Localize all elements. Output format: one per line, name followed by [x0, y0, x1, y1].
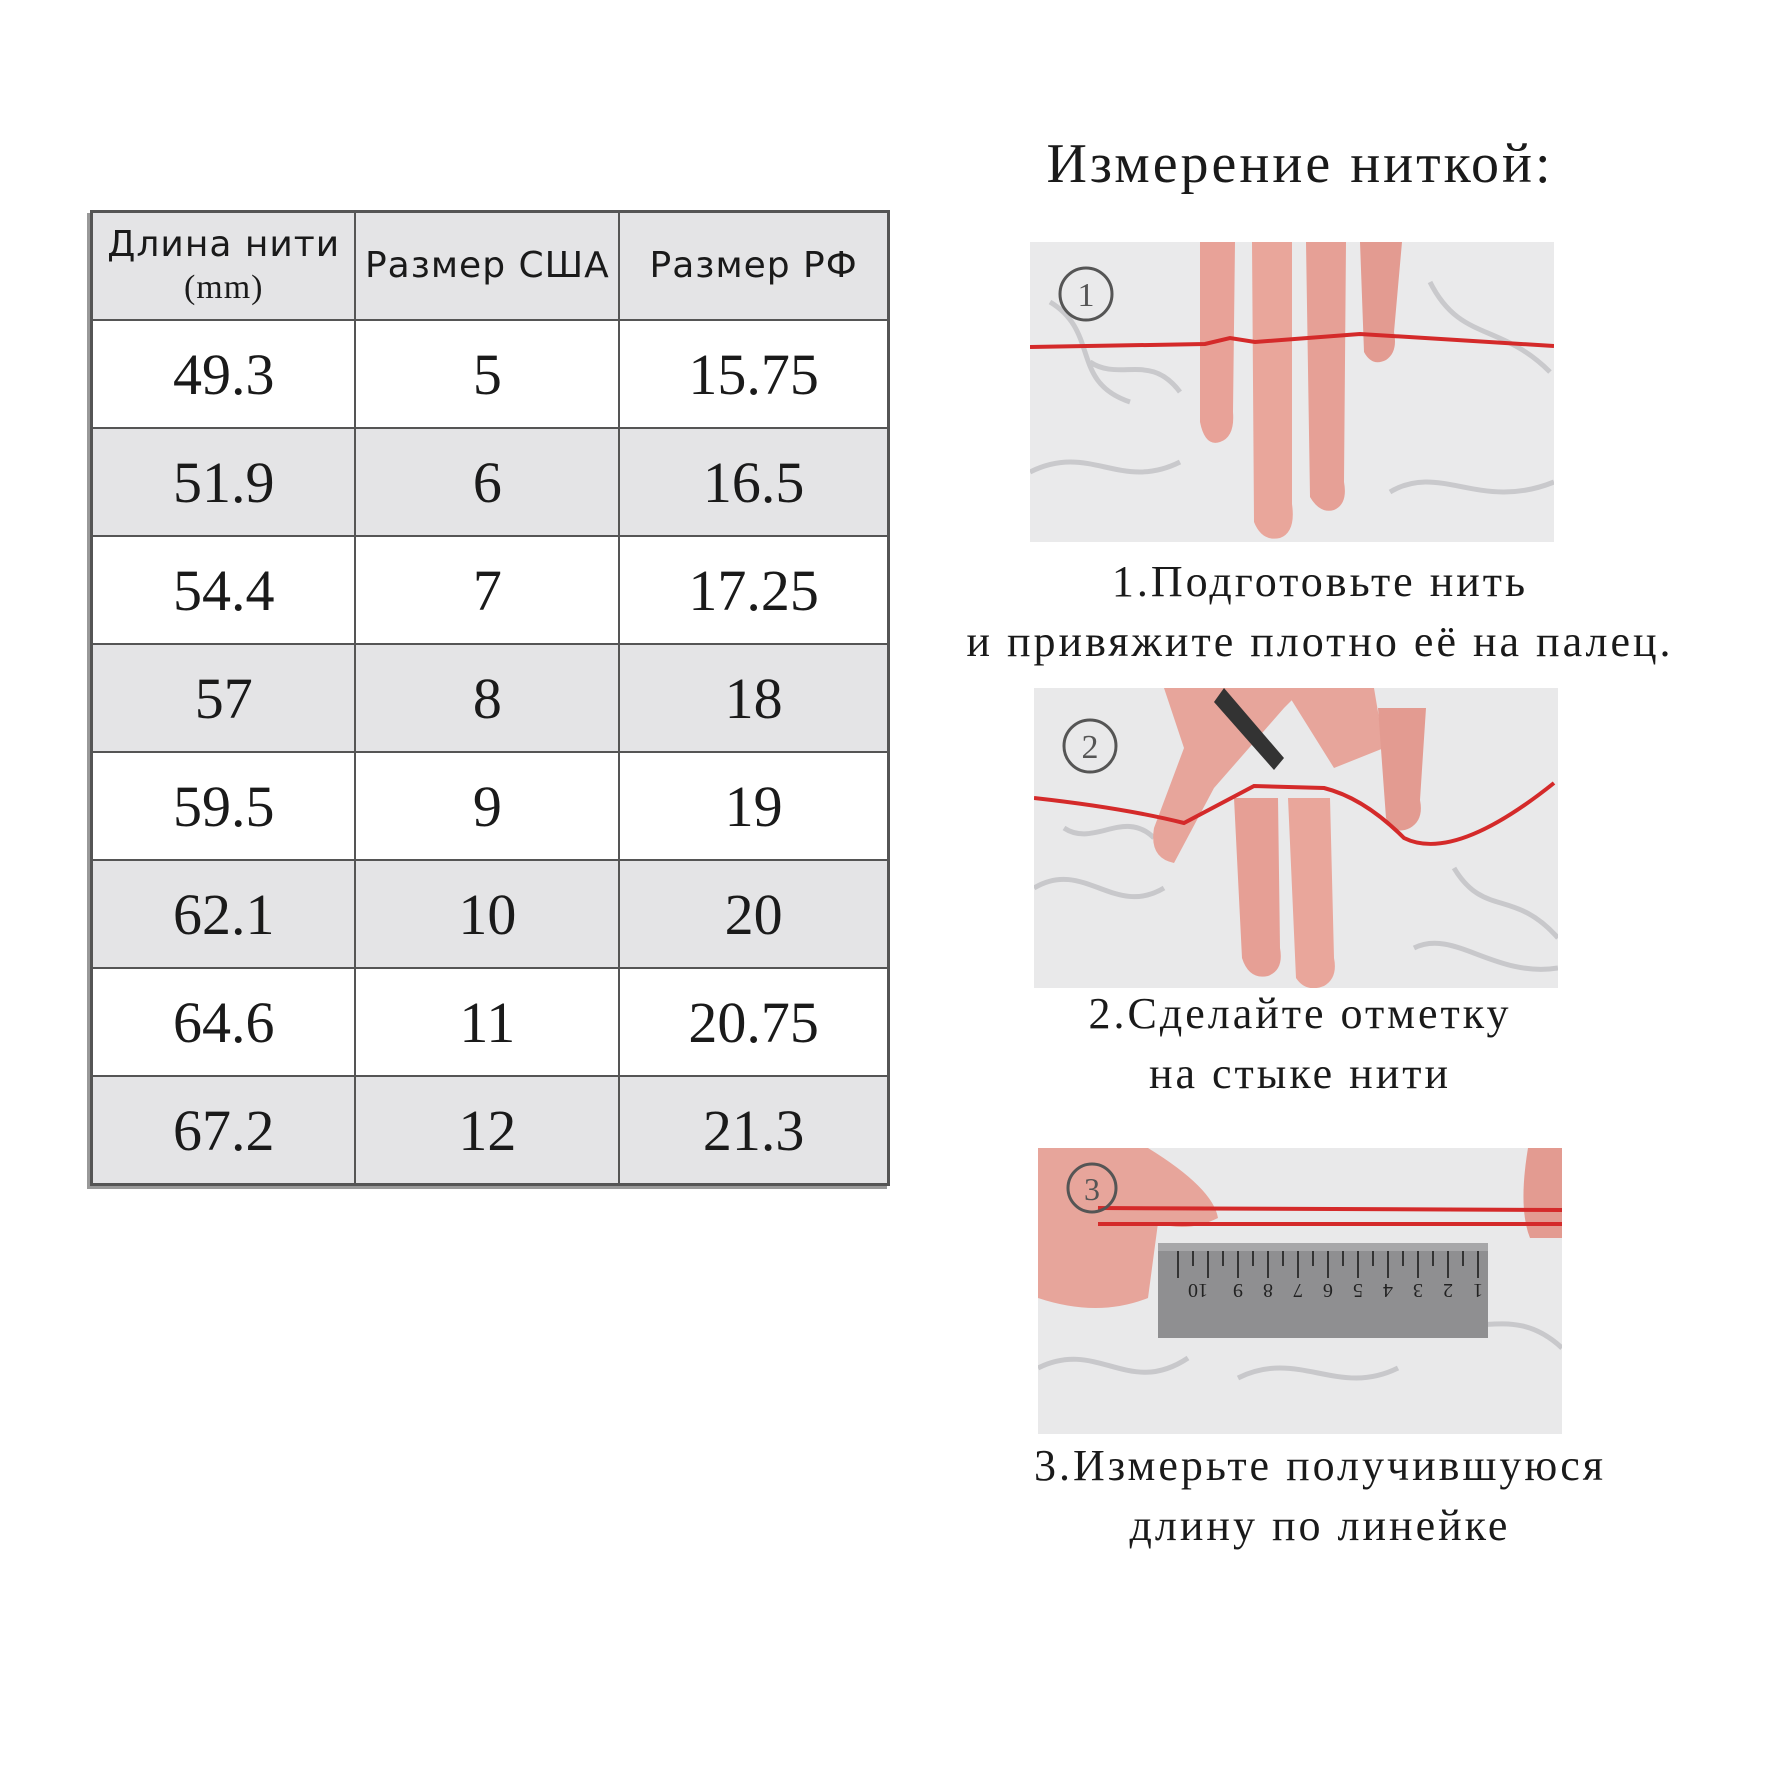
cell-ru-size: 19: [619, 752, 888, 860]
step-3-photo: [1038, 1148, 1562, 1434]
cell-thread-length: 59.5: [92, 752, 356, 860]
svg-text:7: 7: [1293, 1279, 1303, 1301]
svg-text:3: 3: [1413, 1279, 1423, 1301]
cell-thread-length: 57: [92, 644, 356, 752]
header-thread-length: [92, 212, 356, 321]
cell-ru-size: 17.25: [619, 536, 888, 644]
svg-text:10: 10: [1188, 1279, 1208, 1301]
ruler: [1158, 1243, 1488, 1338]
cell-us-size: 8: [355, 644, 619, 752]
cell-ru-size: 20: [619, 860, 888, 968]
cell-thread-length: 51.9: [92, 428, 356, 536]
table-row: [92, 320, 889, 428]
instructions-title: Измерение ниткой:: [1046, 133, 1554, 195]
step-3-caption: [900, 1436, 1740, 1556]
svg-text:4: 4: [1383, 1279, 1393, 1301]
step-1-photo: [1030, 242, 1554, 542]
cell-thread-length: 54.4: [92, 536, 356, 644]
svg-text:2: 2: [1443, 1279, 1453, 1301]
header-label: Длина нити: [107, 224, 341, 266]
caption-line: 3.Измерьте получившуюся: [1034, 1441, 1606, 1490]
cell-thread-length: 62.1: [92, 860, 356, 968]
cell-ru-size: 18: [619, 644, 888, 752]
header-label: Размер США: [364, 245, 610, 287]
ring-size-table: [90, 210, 890, 1186]
svg-text:9: 9: [1233, 1279, 1243, 1301]
cell-us-size: 7: [355, 536, 619, 644]
caption-line: 2.Сделайте отметку: [1088, 989, 1512, 1038]
table-header-row: [92, 212, 889, 321]
svg-text:8: 8: [1263, 1279, 1273, 1301]
caption-line: длину по линейке: [1129, 1501, 1511, 1550]
svg-text:5: 5: [1353, 1279, 1363, 1301]
table-row: [92, 428, 889, 536]
cell-ru-size: 20.75: [619, 968, 888, 1076]
table-row: [92, 644, 889, 752]
table-row: [92, 1076, 889, 1185]
header-ru-size: [619, 212, 888, 321]
cell-thread-length: 67.2: [92, 1076, 356, 1185]
caption-line: 1.Подготовьте нить: [1111, 557, 1529, 606]
cell-ru-size: 21.3: [619, 1076, 888, 1185]
table-row: [92, 968, 889, 1076]
table-row: [92, 860, 889, 968]
svg-text:2: 2: [1081, 729, 1099, 766]
cell-thread-length: 49.3: [92, 320, 356, 428]
caption-line: и привяжите плотно её на палец.: [966, 617, 1674, 666]
cell-ru-size: 16.5: [619, 428, 888, 536]
cell-us-size: 5: [355, 320, 619, 428]
step-2-photo: [1034, 688, 1558, 988]
table-row: [92, 752, 889, 860]
svg-text:1: 1: [1473, 1279, 1483, 1301]
cell-us-size: 11: [355, 968, 619, 1076]
cell-us-size: 9: [355, 752, 619, 860]
cell-us-size: 10: [355, 860, 619, 968]
svg-text:3: 3: [1084, 1171, 1100, 1207]
caption-line: на стыке нити: [1148, 1049, 1452, 1098]
step-2-caption: [980, 984, 1620, 1104]
header-us-size: [355, 212, 619, 321]
header-label: Размер РФ: [649, 245, 858, 287]
svg-text:1: 1: [1077, 277, 1095, 314]
cell-ru-size: 15.75: [619, 320, 888, 428]
cell-us-size: 12: [355, 1076, 619, 1185]
cell-thread-length: 64.6: [92, 968, 356, 1076]
header-unit: (mm): [183, 269, 264, 307]
step-1-caption: [900, 552, 1740, 672]
cell-us-size: 6: [355, 428, 619, 536]
svg-text:6: 6: [1323, 1279, 1333, 1301]
table-row: [92, 536, 889, 644]
